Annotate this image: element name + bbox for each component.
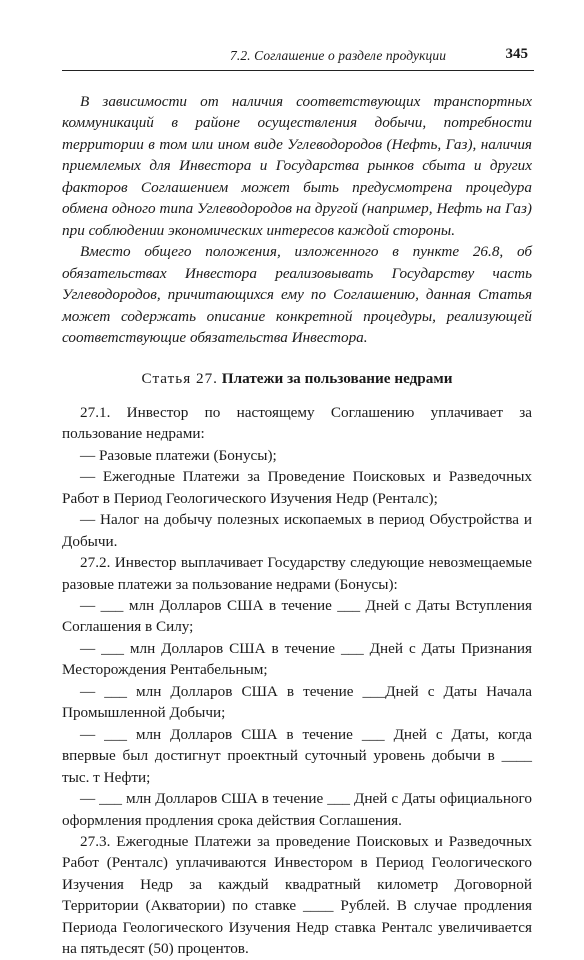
article-body: [62, 402, 532, 960]
commentary-paragraph: Вместо общего положения, изложенного в пункте 26.8, об обязательствах Инвестора реализовывать Государству часть Углеводородов, причитающихся ему по Соглашению, данная Статья может содержать описание конкретной процедуры, реализующей соответствующие обязательства Инвестора.: [62, 243, 532, 346]
commentary-block: [62, 91, 532, 348]
list-item: — ___ млн Долларов США в течение ___ Дней с Даты, когда впервые был достигнут проектный суточный уровень добычи в ____ тыс. т Нефти;: [62, 725, 532, 786]
list-item: — ___ млн Долларов США в течение ___ Дней с Даты официального оформления продления срока действия Соглашения.: [62, 790, 532, 829]
list-item: — Разовые платежи (Бонусы);: [80, 446, 277, 464]
page-body: [62, 91, 532, 960]
list-item: — ___ млн Долларов США в течение ___ Дней с Даты Вступления Соглашения в Силу;: [62, 596, 532, 636]
page-header: [62, 44, 534, 71]
clause-paragraph: 27.3. Ежегодные Платежи за проведение Поисковых и Разведочных Работ (Ренталс) уплачиваются Инвестором в Период Геологического Изучения Недр за каждый квадратный километр Договорной Территории (Акватории) по ставке ____ Рублей. В случае продления Периода Геологического Изучения Недр ставка Ренталс увеличивается на пятьдесят (50) процентов.: [62, 832, 532, 958]
list-item: — Ежегодные Платежи за Проведение Поисковых и Разведочных Работ в Период Геологического Изучения Недр (Ренталс);: [62, 468, 532, 507]
commentary-paragraph: В зависимости от наличия соответствующих транспортных коммуникаций в районе осуществления добычи, потребности территории в том или ином виде Углеводородов (Нефть, Газ), наличия приемлемых для Инвестора и Государства рынков сбыта и других факторов Соглашением может быть предусмотрена процедура обмена одного типа Углеводородов на другой (например, Нефть на Газ) при соблюдении экономических интересов каждой стороны.: [62, 93, 532, 239]
clause-paragraph: 27.2. Инвестор выплачивает Государству следующие невозмещаемые разовые платежи за пользование недрами (Бонусы):: [62, 554, 532, 593]
article-heading: [62, 368, 532, 389]
article-label: Статья 27.: [141, 370, 218, 388]
running-head: 7.2. Соглашение о разделе продукции: [230, 48, 447, 63]
clause-paragraph: 27.1. Инвестор по настоящему Соглашению уплачивает за пользование недрами:: [62, 403, 532, 443]
article-title: Платежи за пользование недрами: [221, 370, 453, 388]
list-item: — ___ млн Долларов США в течение ___Дней с Даты Начала Промышленной Добычи;: [62, 682, 532, 722]
page-number: 345: [505, 46, 528, 62]
list-item: — ___ млн Долларов США в течение ___ Дней с Даты Признания Месторождения Рентабельным;: [62, 639, 532, 679]
list-item: — Налог на добычу полезных ископаемых в период Обустройства и Добычи.: [62, 511, 532, 550]
